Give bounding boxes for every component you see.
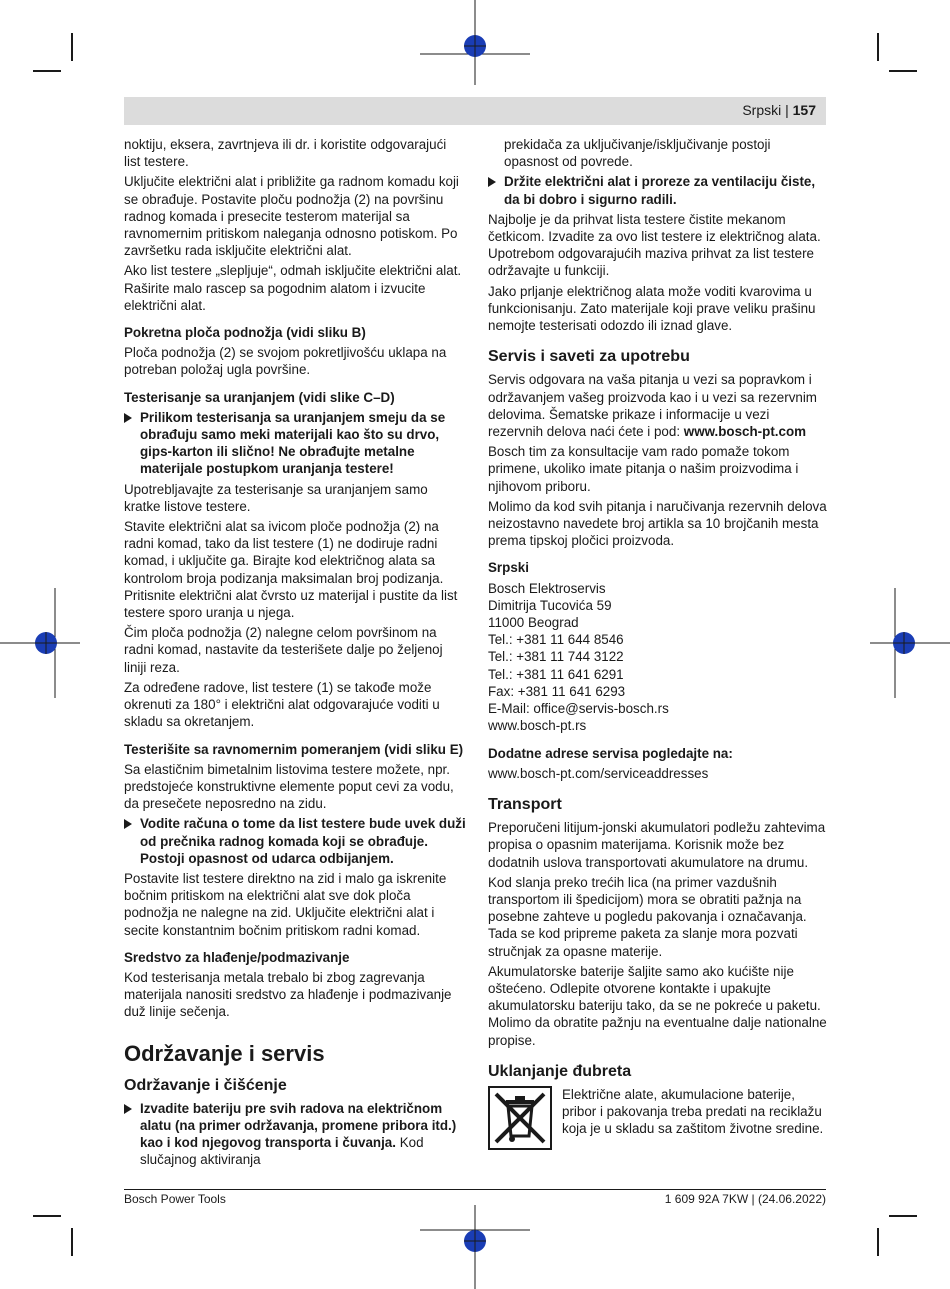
section-heading-service: Servis i saveti za upotrebu (488, 348, 690, 366)
crop-mark (33, 1215, 61, 1217)
section-heading-country: Srpski (488, 560, 529, 576)
section-heading-more-addresses: Dodatne adrese servisa pogledajte na: (488, 745, 733, 761)
crop-mark (889, 1215, 917, 1217)
address-line: Bosch Elektroservis (488, 580, 606, 596)
registration-mark-left (0, 588, 80, 698)
crop-mark (877, 1228, 879, 1256)
address-line: Tel.: +381 11 744 3122 (488, 649, 624, 665)
crop-mark (889, 70, 917, 72)
bullet-triangle-icon (124, 819, 132, 829)
crop-mark (71, 1228, 73, 1256)
header-language: Srpski (742, 102, 782, 118)
page-number: 157 (792, 102, 816, 118)
warning-bullet (124, 815, 466, 867)
registration-mark-right (870, 588, 950, 698)
section-heading-flush: Testerišite sa ravnomernim pomeranjem (vidi sliku E) (124, 741, 464, 757)
service-address (488, 580, 828, 735)
section-heading-coolant: Sredstvo za hlađenje/podmazivanje (124, 949, 350, 965)
service-addresses-link[interactable]: www.bosch-pt.com/serviceaddresses (488, 765, 709, 781)
paragraph: Akumulatorske baterije šaljite samo ako kućište nije oštećeno. Odlepite otvorene kontakte i upakujte akumulatorsku bateriju tako, da se ne pokreće u paketu. Molimo da obratite pažnju na eventualne dalje nationalne propise. (488, 963, 827, 1048)
registration-mark-bottom (420, 1205, 530, 1289)
paragraph (488, 371, 828, 440)
paragraph: Uključite električni alat i približite ga radnom komadu koji se obrađuje. Postavite ploču podnožja (2) na površinu radnog komada i presecite testerom materijal sa ravnomernim pritiskom naleganja odnosno potiskom. Po završetku rada isključite električni alat. (124, 174, 459, 259)
crossed-bin-icon (488, 1086, 552, 1150)
crop-mark (877, 33, 879, 61)
chapter-heading-maintenance: Održavanje i servis (124, 1040, 325, 1066)
right-column (488, 136, 828, 1150)
paragraph: Stavite električni alat sa ivicom ploče podnožja (2) na radni komad, tako da list testere (1) ne dodiruje radni komad, i uključite ga. Birajte kod električnog alata sa kontrolom broja podizanja maksimalan broj podizanja. Pritisnite električni alat čvrsto uz materijal i pustite da list testere sporo uranja u njega. (124, 519, 458, 621)
address-line: Fax: +381 11 641 6293 (488, 683, 626, 699)
warning-bullet (124, 1100, 466, 1169)
paragraph: Postavite list testere direktno na zid i malo ga iskrenite bočnim pritiskom na električni alat sve dok ploča podnožja ne nalegne na zid. Uključite električni alat i secite konstantnim bočnim pritiskom radni komad. (124, 870, 447, 938)
paragraph: Kod slanja preko trećih lica (na primer vazdušnih transportom ili špedicijom) mora se obratiti pažnja na posebne zahteve u pogledu pakovanja i označavanja. Tada se kod pripreme paketa za slanje mora pozvati stručnjak za opasne materije. (488, 874, 807, 959)
bullet-text-bold: Izvadite bateriju pre svih radova na električnom alatu (na primer održavanja, promene pribora itd.) kao i kod njegovog transporta i čuvanja. (140, 1100, 457, 1151)
service-link[interactable]: www.bosch-pt.com (683, 424, 807, 440)
paragraph: Kod testerisanja metala trebalo bi zbog zagrevanja materijala nanositi sredstvo za hlađenje i podmazivanje duž linije sečenja. (124, 969, 452, 1020)
bullet-text: Prilikom testerisanja sa uranjanjem smeju da se obrađuju samo meki materijali kao što su drvo, gips-karton ili slično! Ne obrađujte metalne materijale postupkom uranjanja testere! (140, 409, 446, 477)
registration-mark-top (420, 0, 530, 85)
address-line: Tel.: +381 11 641 6291 (488, 666, 624, 682)
warning-bullet (124, 409, 466, 478)
address-line: E-Mail: office@servis-bosch.rs (488, 701, 669, 717)
paragraph: Jako prljanje električnog alata može voditi kvarovima u funkcionisanju. Zato materijale koji prave veliku prašinu nemojte testerisati odozdo ili iznad glave. (488, 283, 816, 334)
bullet-text: Vodite računa o tome da list testere bude uvek duži od prečnika radnog komada koji se obrađuje. Postoji opasnost od udarca odbijanjem. (140, 816, 466, 866)
paragraph: Ploča podnožja (2) se svojom pokretljivošću uklapa na potreban položaj ugla površine. (124, 345, 447, 378)
address-line: www.bosch-pt.rs (488, 718, 587, 734)
bullet-text: Držite električni alat i proreze za ventilaciju čiste, da bi dobro i sigurno radili. (504, 174, 816, 207)
footer-doc-number: 1 609 92A 7KW | (24.06.2022) (664, 1192, 826, 1206)
section-heading-cleaning: Održavanje i čišćenje (124, 1076, 287, 1094)
bullet-text: Kod slučajnog aktiviranja (140, 1135, 424, 1168)
bullet-triangle-icon (124, 413, 132, 423)
warning-bullet (488, 173, 828, 207)
address-line: Tel.: +381 11 644 8546 (488, 632, 624, 648)
paragraph: Sa elastičnim bimetalnim listovima testere možete, npr. predstojeće konstruktivne elemente poput cevi za vodu, da presečete neposredno na zidu. (124, 761, 454, 812)
section-heading-transport: Transport (488, 795, 562, 813)
header-text: Srpski | 157 (742, 102, 816, 118)
paragraph: noktiju, eksera, zavrtnjeva ili dr. i koristite odgovarajući list testere. (124, 137, 447, 170)
paragraph: Preporučeni litijum-jonski akumulatori podležu zahtevima propisa o opasnim materijama. Korisnik može bez dodatnih uslova transportovati akumulatore na drumu. (488, 820, 826, 870)
paragraph: Za određene radove, list testere (1) se takođe može okrenuti za 180° i električni alat odgovarajuće voditi u skladu sa okretanjem. (124, 679, 440, 730)
crop-mark (33, 70, 61, 72)
section-heading-plunge: Testerisanje sa uranjanjem (vidi slike C–D) (124, 389, 395, 405)
paragraph: Bosch tim za konsultacije vam rado pomaže tokom primene, ukoliko imate pitanja o našim proizvodima i njihovom priboru. (488, 444, 799, 494)
left-column (124, 136, 466, 1172)
paragraph: Molimo da kod svih pitanja i naručivanja rezervnih delova neizostavno navedete broj artikla sa 10 brojčanih mesta prema tipskoj pločici proizvoda. (488, 498, 827, 549)
address-line: 11000 Beograd (488, 615, 579, 631)
paragraph: Upotrebljavajte za testerisanje sa uranjanjem samo kratke listove testere. (124, 481, 428, 514)
paragraph: Ako list testere „slepljuje“, odmah isključite električni alat. Raširite malo rascep sa pogodnim alatom i izvucite električni alat. (124, 263, 462, 313)
address-line: Dimitrija Tucovića 59 (488, 597, 612, 613)
paragraph: Najbolje je da prihvat lista testere čistite mekanom četkicom. Izvadite za ovo list testere iz električnog alata. Upotrebom odgovarajućih maziva prihvat za list testere održavajte u funkciji. (488, 211, 821, 279)
footer-brand: Bosch Power Tools (124, 1192, 226, 1206)
bullet-triangle-icon (124, 1104, 132, 1114)
paragraph: prekidača za uključivanje/isključivanje postoji opasnost od povrede. (504, 137, 771, 170)
crop-mark (71, 33, 73, 61)
bullet-triangle-icon (488, 177, 496, 187)
footer-rule (124, 1189, 826, 1190)
section-heading-disposal: Uklanjanje đubreta (488, 1062, 632, 1080)
paragraph: Električne alate, akumulacione baterije, pribor i pakovanja treba predati na reciklažu koja je u skladu sa zaštitom životne sredine. (562, 1086, 824, 1137)
disposal-block (488, 1086, 828, 1150)
page-header (124, 97, 826, 125)
paragraph: Čim ploča podnožja (2) nalegne celom površinom na radni komad, nastavite da testerišete dalje po željenoj liniji reza. (124, 625, 443, 675)
section-heading-plate: Pokretna ploča podnožja (vidi sliku B) (124, 325, 366, 341)
service-text: Servis odgovara na vaša pitanja u vezi sa popravkom i održavanjem vašeg proizvoda kao i u vezi sa rezervnim delovima. Šematske prikaze i informacije u vezi rezervnih delova naći ćete i pod: (488, 372, 817, 440)
